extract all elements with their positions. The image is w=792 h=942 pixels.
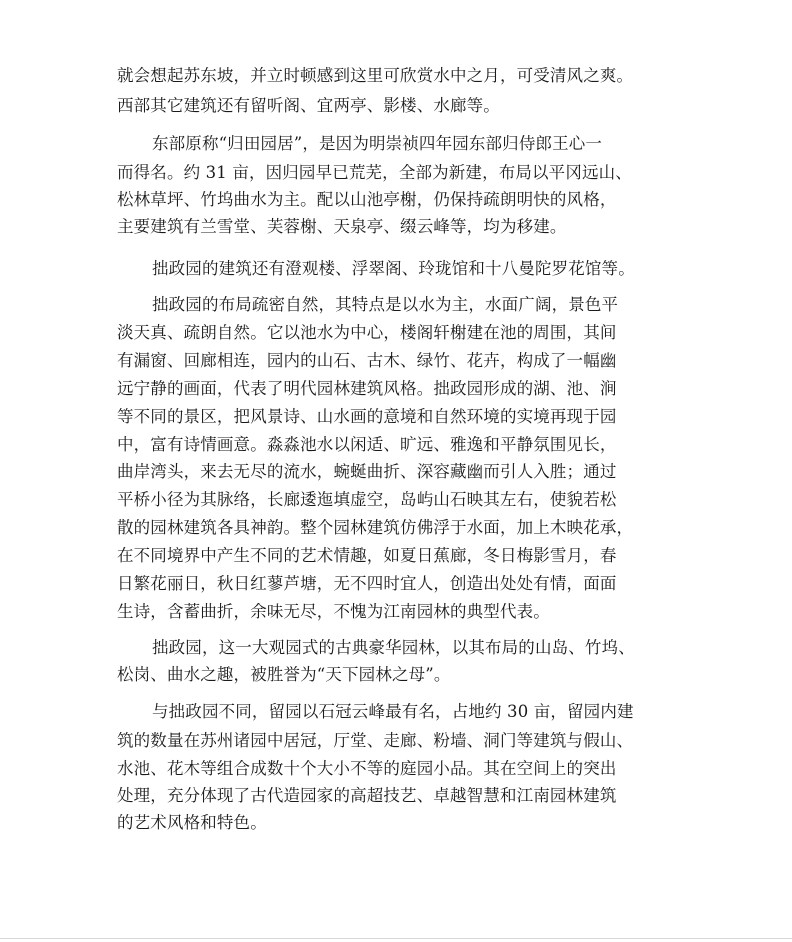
text-line: 水池、花木等组合成数十个大小不等的庭园小品。其在空间上的突出 (117, 759, 617, 778)
text-line: 有漏窗、回廊相连，园内的山石、古木、绿竹、花卉，构成了一幅幽 (117, 351, 617, 370)
text-line: 松林草坪、竹坞曲水为主。配以山池亭榭，仍保持疏朗明快的风格， (117, 190, 617, 209)
text-line: 拙政园的建筑还有澄观楼、浮翠阁、玲珑馆和十八曼陀罗花馆等。 (152, 259, 635, 278)
text-line: 而得名。约 31 亩，因归园早已荒芜，全部为新建，布局以平冈远山、 (117, 163, 632, 182)
text-line: 生诗，含蓄曲折，余味无尽，不愧为江南园林的典型代表。 (117, 602, 550, 621)
text-line: 拙政园，这一大观园式的古典豪华园林，以其布局的山岛、竹坞、 (152, 638, 635, 657)
text-line: 在不同境界中产生不同的艺术情趣，如夏日蕉廊，冬日梅影雪月，春 (117, 546, 617, 565)
page-bottom-divider (0, 938, 792, 939)
text-line: 就会想起苏东坡，并立时顿感到这里可欣赏水中之月，可受清风之爽。 (117, 66, 634, 85)
text-line: 的艺术风格和特色。 (117, 813, 267, 832)
text-line: 与拙政园不同，留园以石冠云峰最有名，占地约 30 亩，留园内建 (152, 702, 634, 721)
text-line: 主要建筑有兰雪堂、芙蓉榭、天泉亭、缀云峰等，均为移建。 (117, 217, 567, 236)
text-line: 中，富有诗情画意。淼淼池水以闲适、旷远、雅逸和平静氛围见长， (117, 435, 617, 454)
text-line: 平桥小径为其脉络，长廊逶迤填虚空，岛屿山石映其左右，使貌若松 (117, 490, 617, 509)
text-line: 曲岸湾头，来去无尽的流水，蜿蜒曲折、深容藏幽而引人入胜；通过 (117, 462, 617, 481)
text-line: 远宁静的画面，代表了明代园林建筑风格。拙政园形成的湖、池、涧 (117, 379, 617, 398)
text-line: 淡天真、疏朗自然。它以池水为中心，楼阁轩榭建在池的周围，其间 (117, 323, 617, 342)
text-line: 处理，充分体现了古代造园家的高超技艺、卓越智慧和江南园林建筑 (117, 786, 617, 805)
text-line: 散的园林建筑各具神韵。整个园林建筑仿佛浮于水面，加上木映花承， (117, 518, 634, 537)
text-line: 等不同的景区，把风景诗、山水画的意境和自然环境的实境再现于园 (117, 407, 617, 426)
text-line: 西部其它建筑还有留听阁、宜两亭、影楼、水廊等。 (117, 96, 500, 115)
text-line: 日繁花丽日，秋日红蓼芦塘，无不四时宜人，创造出处处有情，面面 (117, 574, 617, 593)
text-line: 松岗、曲水之趣，被胜誉为“天下园林之母”。 (117, 665, 451, 684)
text-line: 筑的数量在苏州诸园中居冠，厅堂、走廊、粉墙、洞门等建筑与假山、 (117, 731, 634, 750)
text-line: 拙政园的布局疏密自然，其特点是以水为主，水面广阔，景色平 (152, 295, 619, 314)
text-line: 东部原称“归田园居”，是因为明崇祯四年园东部归侍郎王心一 (152, 134, 603, 153)
